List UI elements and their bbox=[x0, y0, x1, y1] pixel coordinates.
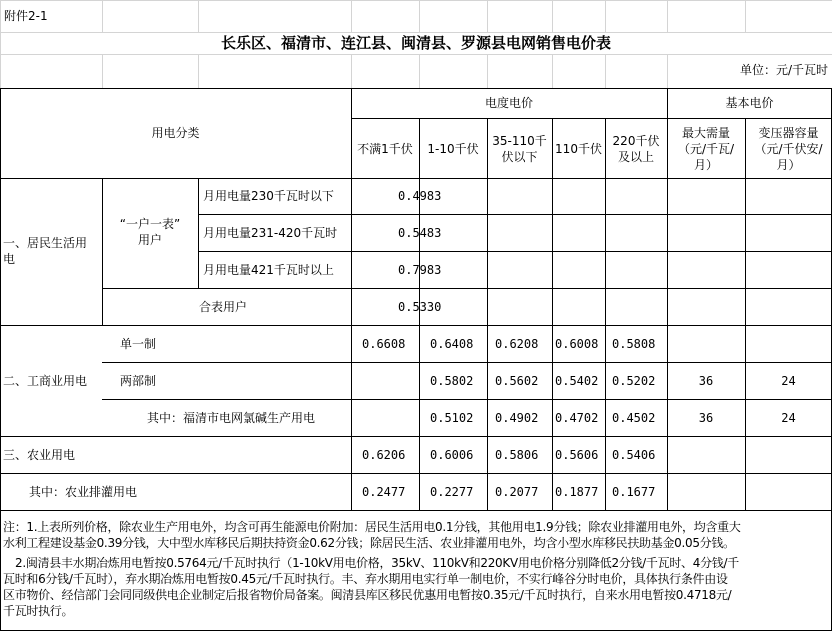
note-1-line-1: 注：1.上表所列价格，除农业生产用电外，均含可再生能源电价附加：居民生活用电0.1分钱，其他用电1.9分钱；除农业排灌用电外，均含重大 bbox=[3, 520, 741, 534]
irrigation-label: 其中：农业排灌用电 bbox=[29, 485, 138, 499]
table-cell: 0.2277 bbox=[430, 485, 474, 499]
chlor-alkali-label: 其中：福清市电网氯碱生产用电 bbox=[147, 411, 316, 425]
residential-label-a: 一、居民生活用 bbox=[3, 236, 88, 250]
tier3-label: 月用电量421千瓦时以上 bbox=[203, 263, 334, 277]
attachment-label: 附件2-1 bbox=[4, 9, 48, 23]
note-2-line-2: 瓦时和6分钱/千瓦时），弃水期冶炼用电暂按0.45元/千瓦时执行。丰、弃水期用电实行单一制电价，不实行峰谷分时电价，具体执行条件由设 bbox=[3, 572, 728, 586]
basic-price-header: 基本电价 bbox=[725, 96, 774, 110]
table-cell: 0.5402 bbox=[555, 374, 599, 388]
table-cell: 0.2077 bbox=[495, 485, 539, 499]
table-cell: 36 bbox=[698, 411, 714, 425]
table-cell: 0.1877 bbox=[555, 485, 599, 499]
unit-label: 单位：元/千瓦时 bbox=[739, 63, 828, 77]
table-cell: 0.5202 bbox=[612, 374, 656, 388]
residential-label-b: 电 bbox=[3, 252, 16, 266]
col-220kv-b: 及以上 bbox=[617, 150, 654, 164]
note-2-line-3: 区市物价、经信部门会同同级供电企业制定后报省物价局备案。闽清县库区移民优惠用电暂按0.35元/千瓦时执行，自来水用电暂按0.4718元/ bbox=[3, 588, 732, 602]
table-cell: 0.5102 bbox=[430, 411, 474, 425]
table-cell: 0.5406 bbox=[612, 448, 656, 462]
table-cell: 0.4902 bbox=[495, 411, 539, 425]
tier2-label: 月用电量231-420千瓦时 bbox=[203, 226, 338, 240]
table-cell: 0.5802 bbox=[430, 374, 474, 388]
table-cell: 0.6206 bbox=[362, 448, 406, 462]
tier1-label: 月用电量230千瓦时以下 bbox=[203, 189, 334, 203]
note-1-line-2: 水利工程建设基金0.39分钱，大中型水库移民后期扶持资金0.62分钱；除居民生活、农业排灌用电外，均含小型水库移民扶助基金0.05分钱。 bbox=[3, 536, 735, 550]
table-cell: 0.6408 bbox=[430, 337, 474, 351]
notes-block bbox=[3, 519, 829, 627]
note-2-line-4: 千瓦时执行。 bbox=[3, 604, 74, 618]
table-cell: 0.5606 bbox=[555, 448, 599, 462]
col-1-10kv: 1-10千伏 bbox=[427, 142, 479, 156]
table-cell: 0.5602 bbox=[495, 374, 539, 388]
table-cell: 0.6006 bbox=[430, 448, 474, 462]
page-title: 长乐区、福清市、连江县、闽清县、罗源县电网销售电价表 bbox=[220, 34, 611, 52]
col-110kv: 110千伏 bbox=[555, 142, 602, 156]
tier2-price: 0.5483 bbox=[398, 226, 442, 240]
col-220kv-a: 220千伏 bbox=[612, 134, 660, 148]
table-cell: 0.1677 bbox=[612, 485, 656, 499]
table-cell: 24 bbox=[781, 374, 796, 388]
col-lt1kv: 不满1千伏 bbox=[357, 142, 413, 156]
col-35-110kv-b: 伏以下 bbox=[501, 150, 538, 164]
table-cell: 24 bbox=[781, 411, 796, 425]
shared-meter-price: 0.5330 bbox=[398, 300, 442, 314]
single-rate-label: 单一制 bbox=[120, 337, 157, 351]
col-transformer-b: （元/千伏安/ bbox=[754, 142, 823, 156]
table-cell: 0.5808 bbox=[612, 337, 656, 351]
tier3-price: 0.7983 bbox=[398, 263, 442, 277]
table-cell: 0.5806 bbox=[495, 448, 539, 462]
col-max-demand-b: （元/千瓦/ bbox=[677, 142, 735, 156]
one-household-label-b: 用户 bbox=[137, 233, 162, 247]
commercial-label: 二、工商业用电 bbox=[3, 374, 88, 388]
agriculture-label: 三、农业用电 bbox=[3, 448, 76, 462]
energy-price-header: 电度电价 bbox=[484, 96, 533, 110]
table-cell: 36 bbox=[698, 374, 714, 388]
col-max-demand-c: 月） bbox=[693, 158, 718, 172]
col-transformer-c: 月） bbox=[776, 158, 801, 172]
col-max-demand-a: 最大需量 bbox=[681, 126, 730, 140]
col-transformer-a: 变压器容量 bbox=[758, 126, 819, 140]
table-cell: 0.6008 bbox=[555, 337, 599, 351]
table-cell: 0.4702 bbox=[555, 411, 599, 425]
table-cell: 0.6208 bbox=[495, 337, 539, 351]
col-35-110kv-a: 35-110千 bbox=[492, 134, 547, 148]
two-part-label: 两部制 bbox=[120, 374, 157, 388]
table-cell: 0.2477 bbox=[362, 485, 406, 499]
one-household-label-a: “一户一表” bbox=[119, 217, 181, 231]
table-cell: 0.6608 bbox=[362, 337, 406, 351]
tier1-price: 0.4983 bbox=[398, 189, 442, 203]
note-2-line-1: 2.闽清县丰水期冶炼用电暂按0.5764元/千瓦时执行（1-10kV用电价格，35kV、110kV和220KV用电价格分别降低2分钱/千瓦时、4分钱/千 bbox=[15, 556, 739, 570]
table-cell: 0.4502 bbox=[612, 411, 656, 425]
category-header: 用电分类 bbox=[151, 126, 200, 140]
shared-meter-label: 合表用户 bbox=[199, 300, 248, 314]
